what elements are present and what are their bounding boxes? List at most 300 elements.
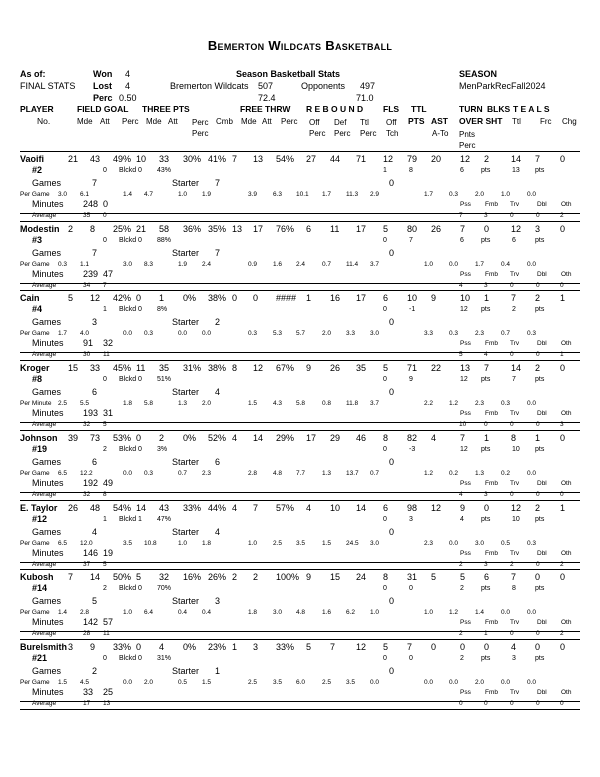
rate-cell: 0.0 [123, 679, 133, 686]
tch-value: 0 [389, 527, 395, 537]
stat-subcell: 10 [512, 446, 520, 453]
minutes-label: Minutes [32, 408, 64, 418]
rate-cell: 1.0 [370, 609, 380, 616]
stat-subcell: -3 [409, 446, 416, 453]
legend-trv: Trv [510, 619, 520, 626]
stat-cell: 2 [535, 293, 541, 303]
player-number: #14 [32, 583, 48, 593]
col-ttl: TTL [411, 104, 427, 114]
stat-subcell: 6 [460, 237, 464, 244]
stat-cell: 9 [431, 293, 437, 303]
opponents-average: 71.0 [356, 93, 374, 103]
games-value: 5 [92, 596, 98, 606]
player-name: Kubosh [20, 572, 54, 582]
stat-cell: 11 [136, 363, 146, 373]
rate-cell: 4.3 [273, 400, 283, 407]
opponents-label: Opponents [301, 81, 346, 91]
games-value: 3 [92, 317, 98, 327]
stat-cell: 31% [183, 363, 202, 373]
average-cell: 30 [83, 351, 91, 358]
stat-subcell: pts [481, 446, 491, 453]
col-fg-mde: Mde [77, 117, 93, 126]
average-cell: 2 [560, 630, 564, 637]
rate-cell: 1.3 [475, 470, 485, 477]
stat-cell: 35 [356, 363, 367, 373]
col-steals: T E A L S [513, 104, 550, 114]
stat-cell: 9 [306, 572, 312, 582]
tch-value: 0 [389, 248, 395, 258]
stat-cell: 0 [535, 572, 541, 582]
stat-cell: 7 [535, 154, 541, 164]
stat-cell: 5 [460, 572, 466, 582]
rate-cell: 3.5 [273, 679, 283, 686]
legend-dbl: Dbl [537, 410, 547, 417]
col-chg: Chg [562, 117, 577, 126]
starter-value: 6 [215, 457, 221, 467]
legend-pss: Pss [460, 550, 471, 557]
stat-cell: 7 [330, 642, 336, 652]
player-number: #2 [32, 165, 43, 175]
legend-fmb: Fmb [485, 619, 498, 626]
rate-cell: 1.0 [178, 540, 188, 547]
player-totals-row [20, 224, 580, 236]
stat-cell: 7 [511, 293, 517, 303]
average-cell: 0 [510, 491, 514, 498]
rate-cell: 2.0 [475, 191, 485, 198]
rate-cell: 2.3 [202, 470, 212, 477]
rate-cell: 0.4 [501, 261, 511, 268]
rate-cell: 0.7 [322, 261, 332, 268]
player-totals-row [20, 572, 580, 584]
stat-cell: 16 [330, 293, 341, 303]
stat-cell: 31 [407, 572, 418, 582]
stat-subcell: 3 [409, 516, 413, 523]
average-cell: 5 [103, 421, 107, 428]
rate-cell: 0.0 [123, 470, 133, 477]
rate-cell: 5.8 [144, 400, 154, 407]
games-value: 7 [92, 178, 98, 188]
rate-cell: 5.7 [296, 330, 306, 337]
stat-cell: 73 [90, 433, 101, 443]
stat-subcell: 0 [103, 237, 107, 244]
average-cell: 0 [536, 282, 540, 289]
stat-cell: 4 [306, 503, 312, 513]
legend-trv: Trv [510, 201, 520, 208]
stat-cell: 58 [159, 224, 170, 234]
starter-value: 3 [215, 596, 221, 606]
rate-cell: 3.0 [370, 330, 380, 337]
stat-subcell: pts [535, 516, 545, 523]
rate-cell: 0.3 [144, 330, 154, 337]
stat-cell: 2 [535, 363, 541, 373]
page-title: Bemerton Wildcats Basketball [207, 38, 393, 53]
stat-cell: 8 [511, 433, 517, 443]
stat-cell: 8 [383, 572, 389, 582]
stat-cell: 5 [383, 642, 389, 652]
col-ft-att: Att [262, 117, 272, 126]
rate-cell: 6.3 [273, 191, 283, 198]
col-a-to: A-To [432, 129, 449, 138]
stat-cell: 21 [68, 154, 79, 164]
minutes-sub: 32 [103, 338, 114, 348]
stat-cell: 12 [90, 293, 101, 303]
rate-cell: 0.0 [449, 261, 459, 268]
stat-subcell: 31% [157, 655, 172, 662]
stat-subcell: Blckd [119, 655, 137, 662]
stat-cell: 13 [253, 154, 264, 164]
season-value: MenParkRecFall2024 [459, 81, 546, 91]
stat-cell: 79 [407, 154, 418, 164]
rate-cell: 4.5 [80, 679, 90, 686]
col-fls: FLS [383, 104, 400, 114]
stat-cell: 2 [159, 433, 165, 443]
won-label: Won [93, 69, 113, 79]
stat-subcell: 47% [157, 516, 172, 523]
average-cell: 0 [536, 491, 540, 498]
rate-cell: 1.7 [58, 330, 68, 337]
minutes-value: 33 [83, 687, 94, 697]
rate-cell: 3.0 [475, 540, 485, 547]
rate-cell: 1.0 [424, 609, 434, 616]
legend-oth: Oth [561, 201, 572, 208]
player-totals-row [20, 293, 580, 305]
stat-subcell: pts [481, 516, 491, 523]
minutes-label: Minutes [32, 478, 64, 488]
stat-cell: 33% [276, 642, 295, 652]
stat-subcell: pts [481, 585, 491, 592]
stat-cell: 35 [159, 363, 170, 373]
stat-cell: 7 [484, 363, 490, 373]
legend-pss: Pss [460, 689, 471, 696]
average-label: Average [32, 561, 57, 568]
stat-subcell: pts [535, 306, 545, 313]
rate-cell: 1.5 [202, 679, 212, 686]
col-ast: AST [431, 116, 448, 126]
rate-cell: 1.5 [322, 540, 332, 547]
stat-subcell: pts [535, 167, 545, 174]
stat-cell: 0 [253, 293, 259, 303]
stat-cell: 42% [113, 293, 132, 303]
table-bottom-rule [20, 709, 580, 710]
stat-cell: 25% [113, 224, 132, 234]
stat-cell: 12 [511, 503, 522, 513]
stat-cell: 80 [407, 224, 418, 234]
stat-cell: 1 [560, 293, 566, 303]
legend-trv: Trv [510, 550, 520, 557]
rate-cell: 3.0 [370, 540, 380, 547]
stat-cell: 0 [431, 642, 437, 652]
stat-subcell: 51% [157, 376, 172, 383]
rate-cell: 4.8 [273, 470, 283, 477]
stat-cell: 1 [159, 293, 165, 303]
stat-subcell: 2 [460, 585, 464, 592]
legend-oth: Oth [561, 340, 572, 347]
legend-pss: Pss [460, 480, 471, 487]
stat-cell: 54% [113, 503, 132, 513]
legend-trv: Trv [510, 480, 520, 487]
player-games-row [20, 457, 580, 469]
col-ft-perc: Perc [281, 117, 298, 126]
stat-subcell: 0 [138, 655, 142, 662]
rate-cell: 0.0 [178, 330, 188, 337]
average-cell: 0 [536, 351, 540, 358]
stat-cell: 2 [253, 572, 259, 582]
stat-cell: 23% [208, 642, 227, 652]
games-label: Games [32, 457, 62, 467]
legend-oth: Oth [561, 410, 572, 417]
player-games-row [20, 248, 580, 260]
average-cell: 32 [83, 491, 91, 498]
col-off-tch: Off Tch [386, 118, 399, 138]
stat-subcell: 0 [383, 237, 387, 244]
rate-cell: 0.0 [527, 679, 537, 686]
rate-cell: 0.2 [501, 470, 511, 477]
legend-trv: Trv [510, 340, 520, 347]
player-block [20, 290, 580, 353]
rate-label: Per Game [20, 470, 50, 477]
stat-cell: 39 [68, 433, 79, 443]
perc-label: Perc [93, 93, 113, 103]
legend-fmb: Fmb [485, 480, 498, 487]
player-average-row [20, 421, 580, 430]
stat-subcell: 0 [383, 376, 387, 383]
stat-cell: 33% [183, 503, 202, 513]
games-label: Games [32, 387, 62, 397]
rate-cell: 0.0 [123, 330, 133, 337]
stat-subcell: 0 [383, 516, 387, 523]
minutes-sub: 0 [103, 199, 109, 209]
stat-cell: 0 [232, 293, 238, 303]
col-free-thrw: FREE THRW [240, 104, 291, 114]
rate-cell: 1.9 [178, 261, 188, 268]
tch-value: 0 [389, 666, 395, 676]
legend-pss: Pss [460, 201, 471, 208]
minutes-sub: 25 [103, 687, 114, 697]
col-blks: BLKS [487, 104, 511, 114]
rate-cell: 0.0 [449, 540, 459, 547]
rate-cell: 1.0 [178, 191, 188, 198]
col-reb-def: Def Perc [334, 118, 351, 138]
stat-subcell: 13 [512, 167, 520, 174]
legend-dbl: Dbl [537, 480, 547, 487]
perc-value: 0.50 [119, 93, 137, 103]
rate-cell: 0.5 [501, 540, 511, 547]
stat-cell: 15 [330, 572, 341, 582]
rate-cell: 4.7 [144, 191, 154, 198]
rate-cell: 11.3 [346, 191, 359, 198]
player-name: Modestin [20, 224, 60, 234]
legend-dbl: Dbl [537, 689, 547, 696]
stat-subcell: 0 [383, 585, 387, 592]
stat-subcell: 0 [138, 446, 142, 453]
rate-cell: 0.3 [144, 470, 154, 477]
stat-subcell: pts [535, 237, 545, 244]
stat-subcell: 0 [103, 655, 107, 662]
team-label: Bremerton Wildcats [170, 81, 249, 91]
rate-cell: 6.1 [80, 191, 90, 198]
stat-cell: 5 [383, 224, 389, 234]
stat-subcell: 8% [157, 306, 168, 313]
player-minutes-row [20, 338, 580, 350]
rate-cell: 10.1 [296, 191, 309, 198]
stat-cell: 21 [136, 224, 147, 234]
stat-subcell: 0 [409, 585, 413, 592]
stat-subcell: 12 [460, 376, 468, 383]
rate-cell: 2.0 [322, 330, 332, 337]
player-name: Cain [20, 293, 40, 303]
player-block [20, 500, 580, 563]
minutes-label: Minutes [32, 269, 64, 279]
stat-cell: 7 [253, 503, 259, 513]
rate-cell: 3.5 [296, 540, 306, 547]
as-of-value: FINAL STATS [20, 81, 76, 91]
stat-cell: 29 [330, 433, 341, 443]
legend-trv: Trv [510, 689, 520, 696]
average-cell: 4 [459, 491, 463, 498]
rate-cell: 1.4 [58, 609, 68, 616]
stat-cell: 49% [113, 154, 132, 164]
average-cell: 0 [510, 421, 514, 428]
starter-label: Starter [172, 457, 200, 467]
rate-cell: 3.5 [123, 540, 133, 547]
stat-cell: 6 [484, 572, 490, 582]
average-cell: 0 [560, 700, 564, 707]
stat-subcell: 3 [512, 655, 516, 662]
stat-subcell: Blckd [119, 167, 137, 174]
rate-cell: 3.9 [248, 191, 258, 198]
rate-cell: 0.3 [449, 330, 459, 337]
stat-cell: 7 [68, 572, 74, 582]
col-stl-ttl: Ttl [512, 117, 521, 126]
col-3p-att: Att [168, 117, 178, 126]
player-totals-row [20, 642, 580, 654]
average-cell: 3 [484, 561, 488, 568]
stat-cell: 2 [68, 224, 74, 234]
average-cell: 0 [510, 630, 514, 637]
stat-cell: 0 [560, 363, 566, 373]
rate-cell: 1.0 [501, 191, 511, 198]
average-cell: 3 [484, 212, 488, 219]
stat-cell: 0 [136, 433, 142, 443]
rate-cell: 3.0 [123, 261, 133, 268]
rate-cell: 4.0 [80, 330, 90, 337]
player-sub-row [20, 446, 580, 456]
average-cell: 2 [459, 630, 463, 637]
average-cell: 0 [560, 282, 564, 289]
rate-cell: 6.5 [58, 470, 68, 477]
stat-cell: 2 [484, 154, 490, 164]
stat-subcell: 1 [383, 167, 387, 174]
player-number: #8 [32, 374, 43, 384]
player-sub-row [20, 655, 580, 665]
rate-cell: 0.4 [202, 609, 212, 616]
rate-cell: 2.3 [475, 400, 485, 407]
average-cell: 4 [459, 282, 463, 289]
stat-cell: 13 [460, 363, 471, 373]
stat-cell: 3 [253, 642, 259, 652]
rate-cell: 2.2 [424, 400, 434, 407]
rate-label: Per Game [20, 540, 50, 547]
games-label: Games [32, 666, 62, 676]
average-cell: 17 [83, 700, 91, 707]
stat-subcell: 0 [409, 655, 413, 662]
rate-cell: 2.0 [475, 679, 485, 686]
stat-cell: 6 [383, 503, 389, 513]
rate-cell: 2.3 [475, 330, 485, 337]
stat-cell: 6 [306, 224, 312, 234]
average-label: Average [32, 282, 57, 289]
stat-subcell: -1 [409, 306, 416, 313]
games-label: Games [32, 317, 62, 327]
rate-cell: 3.3 [346, 330, 356, 337]
legend-dbl: Dbl [537, 271, 547, 278]
stat-subcell: 0 [138, 167, 142, 174]
stat-cell: 52% [208, 433, 227, 443]
stat-cell: 8 [232, 363, 238, 373]
starter-value: 1 [215, 666, 221, 676]
rate-cell: 2.5 [273, 540, 283, 547]
starter-label: Starter [172, 178, 200, 188]
col-field-goal: FIELD GOAL [77, 104, 129, 114]
stat-cell: 11 [330, 224, 340, 234]
average-cell: 10 [459, 421, 467, 428]
average-cell: 2 [560, 212, 564, 219]
stat-cell: 41% [208, 154, 227, 164]
rate-cell: 0.3 [527, 330, 537, 337]
col-turn: TURN [459, 104, 483, 114]
player-block [20, 151, 580, 214]
average-label: Average [32, 491, 57, 498]
rate-cell: 0.0 [202, 330, 212, 337]
player-sub-row [20, 167, 580, 177]
average-cell: 11 [103, 630, 110, 637]
col-3p-perc: Perc Perc [192, 118, 209, 138]
rate-cell: 2.9 [370, 191, 380, 198]
tch-value: 0 [389, 178, 395, 188]
minutes-label: Minutes [32, 687, 64, 697]
legend-fmb: Fmb [485, 410, 498, 417]
player-number: #3 [32, 235, 43, 245]
starter-label: Starter [172, 387, 200, 397]
stat-subcell: 88% [157, 237, 172, 244]
rate-label: Per Game [20, 609, 50, 616]
minutes-value: 193 [83, 408, 99, 418]
tch-value: 0 [389, 317, 395, 327]
stat-subcell: 7 [512, 376, 516, 383]
average-cell: 0 [536, 421, 540, 428]
stat-cell: 14 [90, 572, 101, 582]
games-value: 7 [92, 248, 98, 258]
average-label: Average [32, 351, 57, 358]
rate-cell: 1.9 [202, 191, 212, 198]
stat-subcell: 0 [138, 585, 142, 592]
average-cell: 8 [103, 491, 107, 498]
average-cell: 7 [103, 282, 107, 289]
player-minutes-row [20, 199, 580, 211]
legend-pss: Pss [460, 619, 471, 626]
stat-subcell: 2 [103, 446, 107, 453]
rate-cell: 1.2 [449, 400, 459, 407]
player-minutes-row [20, 617, 580, 629]
legend-oth: Oth [561, 689, 572, 696]
stat-cell: 82 [407, 433, 418, 443]
stat-cell: 9 [306, 363, 312, 373]
stat-cell: 0 [484, 642, 490, 652]
stat-cell: 0 [484, 224, 490, 234]
rate-cell: 13.7 [346, 470, 359, 477]
col-3p-mde: Mde [146, 117, 162, 126]
stat-subcell: 12 [460, 446, 468, 453]
